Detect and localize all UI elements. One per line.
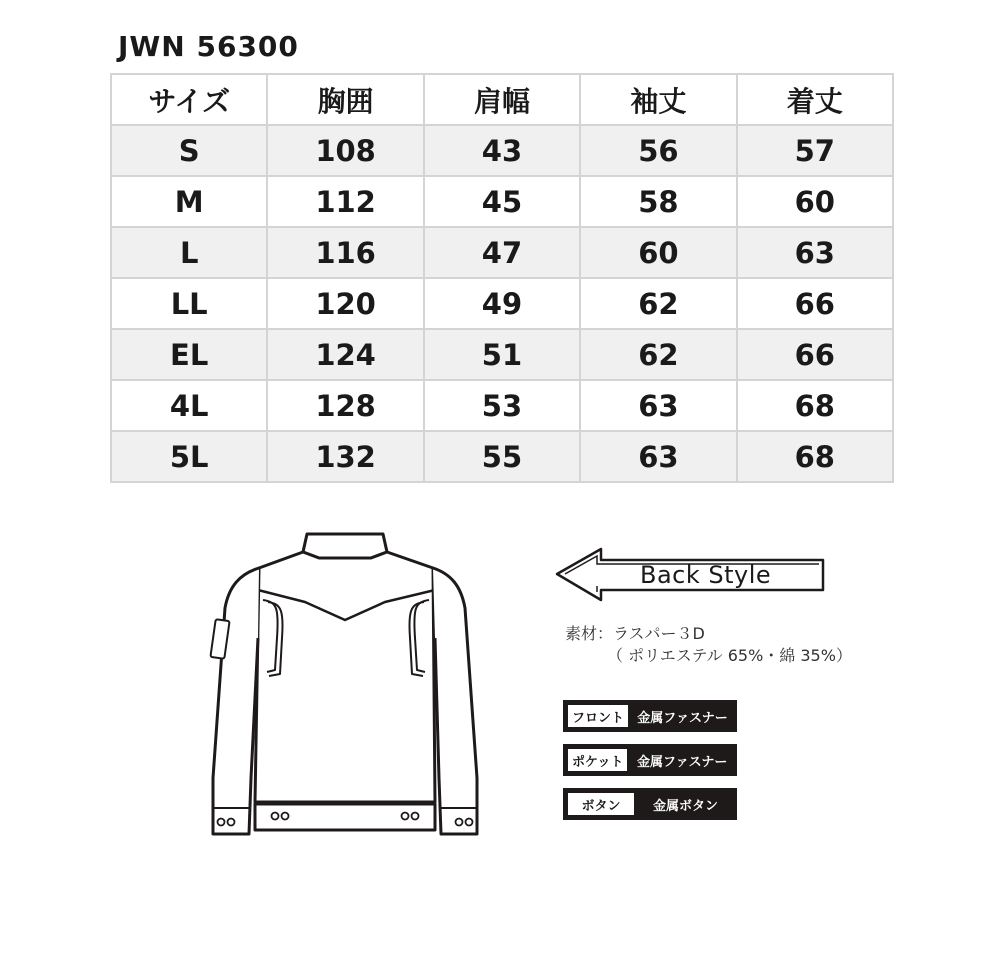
cell-chest: 108	[267, 125, 423, 176]
button-icon	[218, 819, 225, 826]
table-row	[111, 176, 893, 227]
cell-sleeve: 58	[580, 176, 736, 227]
cell-sleeve: 60	[580, 227, 736, 278]
right-sleeve	[433, 568, 477, 834]
cell-chest: 132	[267, 431, 423, 482]
cell-length: 66	[737, 329, 893, 380]
cell-shoulder: 49	[424, 278, 580, 329]
spec-pocket	[563, 744, 737, 776]
cell-size: 5L	[111, 431, 267, 482]
button-icon	[282, 813, 289, 820]
cell-chest: 120	[267, 278, 423, 329]
table-row	[111, 278, 893, 329]
cell-size: L	[111, 227, 267, 278]
spec-value: 金属ファスナー	[637, 710, 728, 726]
header-shoulder: 肩幅	[424, 74, 580, 125]
header-sleeve: 袖丈	[580, 74, 736, 125]
cell-sleeve: 62	[580, 278, 736, 329]
cell-chest: 112	[267, 176, 423, 227]
cell-chest: 128	[267, 380, 423, 431]
spec-tag: ポケット	[568, 749, 627, 771]
table-header-row	[111, 74, 893, 125]
material-line1: 素材：ラスパー３D	[565, 624, 705, 643]
cell-shoulder: 45	[424, 176, 580, 227]
cell-shoulder: 47	[424, 227, 580, 278]
cell-shoulder: 55	[424, 431, 580, 482]
cell-sleeve: 63	[580, 380, 736, 431]
table-row	[111, 431, 893, 482]
table-row	[111, 227, 893, 278]
cell-size: EL	[111, 329, 267, 380]
cell-chest: 116	[267, 227, 423, 278]
cell-size: M	[111, 176, 267, 227]
cell-size: LL	[111, 278, 267, 329]
cell-chest: 124	[267, 329, 423, 380]
table-row	[111, 125, 893, 176]
spec-value: 金属ボタン	[652, 798, 718, 814]
cell-sleeve: 63	[580, 431, 736, 482]
spec-button	[563, 788, 737, 820]
header-length: 着丈	[737, 74, 893, 125]
collar	[303, 534, 387, 558]
jacket-back-illustration	[185, 528, 505, 840]
header-size: サイズ	[111, 74, 267, 125]
button-icon	[402, 813, 409, 820]
table-row	[111, 329, 893, 380]
header-chest: 胸囲	[267, 74, 423, 125]
left-sleeve	[213, 568, 259, 834]
cell-length: 66	[737, 278, 893, 329]
cell-shoulder: 43	[424, 125, 580, 176]
cell-size: 4L	[111, 380, 267, 431]
cell-size: S	[111, 125, 267, 176]
spec-front	[563, 700, 737, 732]
spec-tag: ボタン	[568, 793, 634, 815]
jacket-body	[255, 552, 435, 802]
cell-length: 68	[737, 431, 893, 482]
cell-shoulder: 53	[424, 380, 580, 431]
button-icon	[272, 813, 279, 820]
spec-value: 金属ファスナー	[636, 754, 728, 770]
spec-tag: フロント	[568, 705, 628, 727]
product-code: JWN 56300	[118, 30, 299, 63]
cell-length: 63	[737, 227, 893, 278]
button-icon	[228, 819, 235, 826]
material-info	[565, 623, 852, 667]
button-icon	[466, 819, 473, 826]
cell-sleeve: 56	[580, 125, 736, 176]
cell-length: 60	[737, 176, 893, 227]
cell-sleeve: 62	[580, 329, 736, 380]
table-row	[111, 380, 893, 431]
cell-length: 57	[737, 125, 893, 176]
button-icon	[456, 819, 463, 826]
cell-length: 68	[737, 380, 893, 431]
cell-shoulder: 51	[424, 329, 580, 380]
button-icon	[412, 813, 419, 820]
material-line2: （ ポリエステル 65%・綿 35%）	[607, 646, 852, 665]
back-style-label: Back Style	[640, 561, 772, 589]
size-table	[110, 73, 894, 483]
